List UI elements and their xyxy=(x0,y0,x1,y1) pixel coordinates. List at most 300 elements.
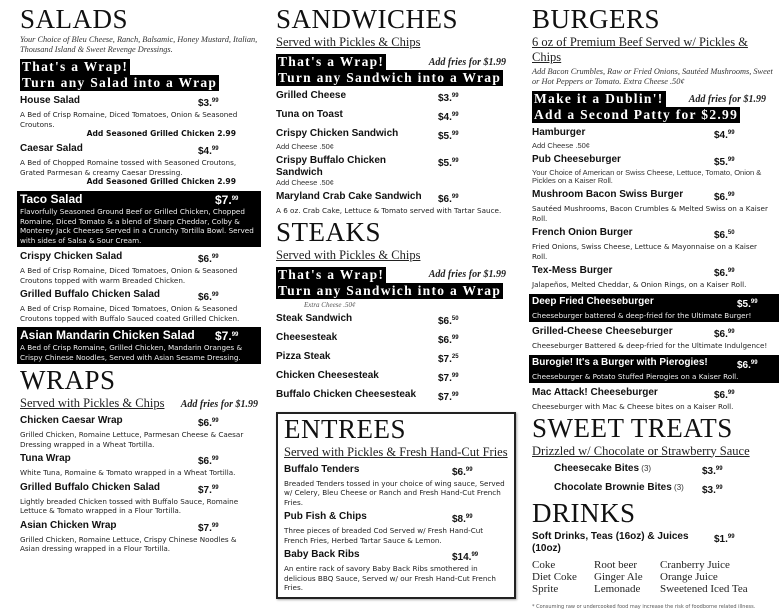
menu-column-middle xyxy=(276,6,516,602)
price-cents: 99 xyxy=(715,484,723,491)
item-name xyxy=(554,463,702,475)
item-name xyxy=(20,143,198,155)
item-name xyxy=(20,453,198,465)
price-dollars: $6. xyxy=(714,390,728,401)
section-entrees xyxy=(276,412,516,599)
menu-item xyxy=(276,109,516,124)
price-dollars: $8. xyxy=(452,514,466,525)
drink-item: Ginger Ale xyxy=(594,570,643,583)
item-option: Add Cheese .50¢ xyxy=(276,178,334,187)
subtitle-row xyxy=(276,35,516,50)
menu-item xyxy=(532,326,776,351)
menu-item xyxy=(276,351,516,366)
item-price xyxy=(198,482,219,497)
price-dollars: $5. xyxy=(714,157,728,168)
item-name-text: Mac Attack! Cheeseburger xyxy=(532,387,658,398)
price-cents: 99 xyxy=(451,131,459,137)
price-cents: 50 xyxy=(451,315,459,322)
section-title: SWEET TREATS xyxy=(532,412,733,443)
item-name-text: Buffalo Chicken Cheesesteak xyxy=(276,388,417,400)
item-description: Sautéed Mushrooms, Bacon Crumbles & Melted Swiss on a Kaiser Roll. xyxy=(532,204,768,223)
price-dollars: $7. xyxy=(438,372,452,384)
item-header xyxy=(276,155,478,179)
item-name xyxy=(20,251,198,263)
item-name xyxy=(20,289,198,301)
section-steaks xyxy=(276,216,516,404)
item-name xyxy=(276,191,438,203)
price-cents: 99 xyxy=(727,157,735,163)
promo-banner-row xyxy=(532,91,776,107)
price-dollars: $5. xyxy=(438,131,452,142)
menu-column-left xyxy=(20,6,258,557)
price-dollars: $3. xyxy=(438,93,452,104)
menu-item xyxy=(532,227,776,261)
item-name xyxy=(276,351,438,363)
item-option: Add Cheese .50¢ xyxy=(276,142,334,151)
item-header xyxy=(532,227,754,242)
promo-banner-line: Make it a Dublin'! xyxy=(534,91,664,106)
item-name-text: Deep Fried Cheeseburger xyxy=(532,295,654,307)
promo-banner-line: Add a Second Patty for $2.99 xyxy=(534,107,739,122)
price-dollars: $6. xyxy=(198,254,212,265)
promo-banner-row xyxy=(20,59,258,75)
add-fries-note: Add fries for $1.99 xyxy=(428,269,506,280)
menu-items xyxy=(20,415,258,554)
item-price xyxy=(198,251,219,266)
drink-item: Sweetened Iced Tea xyxy=(660,582,748,595)
item-name xyxy=(20,415,198,427)
menu-item xyxy=(284,549,508,593)
item-description: Jalapeños, Melted Cheddar, & Onion Rings, on a Kaiser Roll. xyxy=(532,280,747,289)
add-fries-note: Add fries for $1.99 xyxy=(428,56,506,68)
item-price xyxy=(438,389,459,404)
item-description: Cheeseburger with Mac & Cheese bites on a Kaiser Roll. xyxy=(532,402,734,411)
extra-cheese-note: Extra Cheese .50¢ xyxy=(304,300,356,309)
item-name-text: Crispy Chicken Salad xyxy=(20,251,123,262)
item-name-text: Chocolate Brownie Bites xyxy=(554,481,672,493)
item-header xyxy=(532,127,754,142)
price-cents: 25 xyxy=(451,353,459,360)
price-dollars: $6. xyxy=(737,359,751,371)
menu-item xyxy=(20,289,258,323)
item-header xyxy=(20,193,255,207)
promo-banner-line: Turn any Sandwich into a Wrap xyxy=(278,70,502,85)
price-cents: 99 xyxy=(750,359,758,366)
item-header xyxy=(532,387,754,402)
price-cents: 99 xyxy=(451,372,459,379)
section-note: Your Choice of Bleu Cheese, Ranch, Balsamic, Honey Mustard, Italian, Thousand Island & Sweet Revenge Dressings. xyxy=(20,35,258,54)
price-cents: 99 xyxy=(727,192,735,198)
menu-item xyxy=(276,332,516,347)
item-header xyxy=(276,389,478,404)
menu-column-right xyxy=(532,6,776,613)
item-price xyxy=(714,531,735,546)
item-name-text: Grilled Cheese xyxy=(276,90,347,101)
price-cents: 99 xyxy=(211,522,219,529)
item-price xyxy=(438,90,459,105)
item-description: Cheeseburger Battered & deep-fried for the Ultimate Indulgence! xyxy=(532,341,768,350)
price-dollars: $4. xyxy=(198,146,212,157)
item-header xyxy=(532,296,776,311)
menu-item xyxy=(17,327,261,364)
item-header xyxy=(276,313,478,328)
promo-banner xyxy=(276,54,516,86)
item-name-text: Pizza Steak xyxy=(276,350,331,362)
price-cents: 99 xyxy=(211,484,219,491)
price-cents: 99 xyxy=(465,514,473,520)
price-cents: 99 xyxy=(471,552,479,558)
menu-item xyxy=(17,191,261,247)
section-subtitle: 6 oz of Premium Beef Served w/ Pickles & Chips xyxy=(532,35,748,64)
item-name xyxy=(20,520,198,532)
item-name xyxy=(20,193,215,206)
item-name xyxy=(532,326,714,338)
item-name xyxy=(532,265,714,277)
price-cents: 99 xyxy=(451,391,459,398)
promo-banner-row xyxy=(276,283,516,299)
section-drinks xyxy=(532,497,776,610)
item-price xyxy=(714,127,735,142)
menu-item xyxy=(284,511,508,545)
item-header xyxy=(554,482,742,497)
item-header xyxy=(20,289,238,304)
price-cents: 99 xyxy=(211,456,219,462)
price-cents: 99 xyxy=(451,158,459,164)
item-option: Add Cheese .50¢ xyxy=(532,141,590,150)
item-header xyxy=(532,189,754,204)
item-price xyxy=(452,464,473,479)
section-title: BURGERS xyxy=(532,4,661,34)
item-option: Your Choice of American or Swiss Cheese, Lettuce, Tomato, Onion & Pickles on a Kaiser Roll. xyxy=(532,168,762,185)
item-price xyxy=(198,520,219,535)
item-addon: Add Seasoned Grilled Chicken 2.99 xyxy=(86,177,236,186)
item-name xyxy=(284,511,452,523)
price-dollars: $14. xyxy=(452,552,472,563)
item-name-text: Tuna on Toast xyxy=(276,109,343,120)
price-dollars: $5. xyxy=(737,298,751,310)
item-price xyxy=(714,387,735,402)
item-description: Fried Onions, Swiss Cheese, Lettuce & Mayonnaise on a Kaiser Roll. xyxy=(532,242,757,261)
item-name xyxy=(284,549,452,561)
item-header xyxy=(276,128,478,143)
subtitle-row xyxy=(532,444,776,459)
menu-items xyxy=(20,95,258,364)
subtitle-row xyxy=(20,396,258,411)
item-name-text: Steak Sandwich xyxy=(276,312,353,324)
price-dollars: $6. xyxy=(438,334,452,346)
item-price xyxy=(198,453,219,468)
item-header xyxy=(20,482,238,497)
menu-items xyxy=(276,313,516,404)
price-dollars: $7. xyxy=(215,193,232,207)
item-description: Flavorfully Seasoned Ground Beef or Grilled Chicken, Chopped Romaine, Diced Tomato & a blend of Sharp Cheddar, Colby & Monterey Jack Cheeses Served in a Crunchy Tortilla Bowl. Served with sides of Salsa & Sour Cream. xyxy=(20,207,254,245)
promo-banner-line: That's a Wrap! xyxy=(22,59,129,74)
promo-banner-line: Turn any Salad into a Wrap xyxy=(22,75,218,90)
item-header xyxy=(284,464,492,479)
menu-items xyxy=(532,531,776,555)
menu-item xyxy=(276,313,516,328)
price-dollars: $6. xyxy=(198,418,212,429)
item-name-text: Soft Drinks, Teas (16oz) & Juices (10oz) xyxy=(532,530,689,554)
section-title: ENTREES xyxy=(284,413,406,444)
item-price xyxy=(215,193,238,207)
item-description: Grilled Chicken, Romaine Lettuce, Crispy Chinese Noodles & Asian dressing wrapped in a Flour Tortilla. xyxy=(20,534,237,553)
menu-item xyxy=(20,95,258,139)
menu-item xyxy=(529,355,779,384)
drinks-list xyxy=(532,559,776,595)
menu-items xyxy=(276,90,516,216)
menu-item xyxy=(276,389,516,404)
section-note: Add Bacon Crumbles, Raw or Fried Onions, Sautéed Mushrooms, Sweet or Hot Peppers or Tomato. Extra Cheese .50¢ xyxy=(532,67,773,86)
item-name xyxy=(276,155,438,179)
item-header xyxy=(276,332,478,347)
item-header xyxy=(20,251,238,266)
item-name xyxy=(532,189,714,201)
price-cents: 99 xyxy=(465,466,473,473)
promo-banner-row xyxy=(20,75,258,91)
price-dollars: $6. xyxy=(198,456,212,467)
item-description: An entire rack of savory Baby Back Ribs smothered in delicious BBQ Sauce, Served w/ our Fresh Hand-Cut French Fries. xyxy=(284,564,496,592)
item-price xyxy=(198,143,219,158)
item-name xyxy=(532,227,714,239)
price-dollars: $7. xyxy=(438,391,452,403)
price-dollars: $5. xyxy=(438,158,452,169)
section-subtitle: Served with Pickles & Chips xyxy=(20,396,165,410)
section-title: DRINKS xyxy=(532,497,636,528)
item-header xyxy=(532,531,754,555)
item-price xyxy=(438,191,459,206)
item-description: Lightly breaded Chicken tossed with Buffalo Sauce, Romaine Lettuce & Tomato wrapped in a Flour Tortilla. xyxy=(20,496,239,515)
item-price xyxy=(714,227,735,242)
item-name-text: House Salad xyxy=(20,95,81,106)
item-price xyxy=(438,155,459,170)
item-count: (3) xyxy=(639,463,652,473)
price-cents: 99 xyxy=(727,329,735,335)
item-name-text: Cheesecake Bites xyxy=(554,462,640,474)
menu-items xyxy=(532,127,776,412)
section-title: STEAKS xyxy=(276,216,382,247)
price-dollars: $1. xyxy=(714,533,728,545)
promo-banner-line: Turn any Sandwich into a Wrap xyxy=(278,282,502,298)
section-title: SANDWICHES xyxy=(276,4,459,34)
price-dollars: $6. xyxy=(438,194,452,205)
drink-item: Root beer xyxy=(594,558,638,571)
menu-item xyxy=(554,482,776,497)
price-dollars: $7. xyxy=(198,522,212,534)
item-price xyxy=(438,128,459,143)
item-name xyxy=(20,329,215,342)
subtitle-row xyxy=(532,35,776,65)
menu-item xyxy=(20,251,258,285)
price-cents: 99 xyxy=(451,93,459,99)
item-price xyxy=(452,511,473,526)
price-dollars: $3. xyxy=(702,465,716,477)
price-cents: 99 xyxy=(715,465,723,472)
price-cents: 99 xyxy=(211,292,219,298)
price-cents: 99 xyxy=(451,112,459,118)
item-price xyxy=(714,265,735,280)
section-burgers xyxy=(532,6,776,412)
drink-item: Lemonade xyxy=(594,582,641,595)
add-fries-note: Add fries for $1.99 xyxy=(688,93,766,105)
item-header xyxy=(532,326,754,341)
item-price xyxy=(438,370,459,385)
item-header xyxy=(20,143,238,158)
item-header xyxy=(284,511,492,526)
item-price xyxy=(215,329,238,343)
item-name xyxy=(276,389,438,401)
price-dollars: $3. xyxy=(198,98,212,109)
section-wraps xyxy=(20,367,258,554)
item-name xyxy=(276,332,438,344)
price-dollars: $6. xyxy=(714,268,728,279)
item-price xyxy=(714,189,735,204)
price-cents: 99 xyxy=(451,334,459,341)
item-name-text: Mushroom Bacon Swiss Burger xyxy=(532,189,684,200)
item-price xyxy=(198,289,219,304)
price-cents: 99 xyxy=(211,418,219,424)
price-dollars: $6. xyxy=(714,192,728,203)
drink-item: Sprite xyxy=(532,582,559,595)
item-description: A Bed of Crisp Romaine, Diced Tomatoes, Onion & Seasoned Croutons topped with warm Breaded Chicken. xyxy=(20,266,238,285)
price-dollars: $6. xyxy=(714,230,728,241)
item-description: A Bed of Crisp Romaine, Diced Tomatoes, Onion & Seasoned Croutons topped with Buffalo Sauced coated Grilled Chicken. xyxy=(20,304,240,323)
price-cents: 99 xyxy=(211,98,219,104)
menu-item xyxy=(532,154,776,185)
add-fries-note: Add fries for $1.99 xyxy=(180,399,258,410)
item-name xyxy=(276,109,438,121)
menu-item xyxy=(20,453,258,478)
item-description: Cheeseburger battered & deep-fried for the Ultimate Burger! xyxy=(532,310,752,320)
item-header xyxy=(20,415,238,430)
price-dollars: $7. xyxy=(198,484,212,496)
item-name xyxy=(532,357,737,369)
menu-item xyxy=(20,482,258,516)
menu-item xyxy=(529,294,779,323)
menu-items xyxy=(284,464,508,593)
item-name-text: Crispy Buffalo Chicken Sandwich xyxy=(276,155,387,178)
item-name-text: Crispy Chicken Sandwich xyxy=(276,128,399,139)
menu-item xyxy=(276,155,516,187)
price-cents: 99 xyxy=(211,254,219,260)
menu-items xyxy=(532,463,776,497)
section-title: WRAPS xyxy=(20,365,116,395)
menu-item xyxy=(532,127,776,150)
item-description: A Bed of Crisp Romaine, Grilled Chicken, Mandarin Oranges & Crispy Chinese Noodles, Served with Asian Sesame Dressing. xyxy=(20,343,243,362)
section-subtitle: Served with Pickles & Chips xyxy=(276,35,421,49)
item-header xyxy=(532,154,754,169)
menu-item xyxy=(276,90,516,105)
promo-banner-row xyxy=(532,107,776,123)
item-price xyxy=(702,463,723,478)
price-dollars: $4. xyxy=(714,130,728,141)
section-subtitle: Drizzled w/ Chocolate or Strawberry Sauce xyxy=(532,443,750,458)
item-header xyxy=(276,90,478,105)
promo-banner-row xyxy=(276,267,516,283)
item-description: Cheeseburger & Potato Stuffed Pierogies on a Kaiser Roll. xyxy=(532,371,739,381)
price-cents: 99 xyxy=(727,533,735,540)
item-description: A Bed of Chopped Romaine tossed with Seasoned Croutons, Grated Parmesan & creamy Caesar Dressing. xyxy=(20,158,237,177)
drink-item: Orange Juice xyxy=(660,570,718,583)
drink-item: Diet Coke xyxy=(532,570,577,583)
price-dollars: $4. xyxy=(438,112,452,123)
menu-item xyxy=(532,387,776,412)
item-name xyxy=(20,482,198,494)
item-price xyxy=(737,357,758,372)
item-description: Breaded Tenders tossed in your choice of wing sauce, Served w/ Celery, Bleu Cheese or Ranch and Fresh Hand-Cut French Fries. xyxy=(284,478,505,507)
item-name xyxy=(284,464,452,476)
price-cents: 99 xyxy=(451,194,459,200)
item-name-text: Tuna Wrap xyxy=(20,453,71,464)
price-cents: 99 xyxy=(750,298,758,305)
item-name xyxy=(532,154,714,166)
section-sandwiches xyxy=(276,6,516,216)
section-sweet-treats xyxy=(532,412,776,497)
item-name-text: Tex-Mess Burger xyxy=(532,265,613,276)
item-price xyxy=(714,326,735,341)
price-cents: 50 xyxy=(727,230,735,236)
promo-banner xyxy=(276,267,516,299)
item-header xyxy=(20,453,238,468)
item-name-text: Grilled Buffalo Chicken Salad xyxy=(20,289,161,300)
menu-item xyxy=(532,531,776,555)
section-subtitle: Served with Pickles & Fresh Hand-Cut Fries xyxy=(284,444,508,459)
item-name-text: Cheesesteak xyxy=(276,331,338,343)
item-description: A 6 oz. Crab Cake, Lettuce & Tomato served with Tartar Sauce. xyxy=(276,206,502,215)
price-dollars: $3. xyxy=(702,484,716,496)
item-name-text: Buffalo Tenders xyxy=(284,463,360,475)
item-price xyxy=(737,296,758,311)
drink-item: Cranberry Juice xyxy=(660,558,730,571)
item-price xyxy=(714,154,735,169)
price-dollars: $7. xyxy=(215,329,232,343)
item-price xyxy=(438,313,459,328)
item-name xyxy=(554,482,702,494)
price-dollars: $6. xyxy=(714,329,728,340)
item-name-text: Maryland Crab Cake Sandwich xyxy=(276,191,422,202)
item-name-text: Pub Cheeseburger xyxy=(532,154,621,165)
promo-banner-row xyxy=(276,70,516,86)
menu-item xyxy=(20,143,258,187)
price-dollars: $6. xyxy=(198,292,212,303)
menu-item xyxy=(276,370,516,385)
price-cents: 99 xyxy=(231,332,239,338)
price-cents: 99 xyxy=(211,146,219,152)
menu-item xyxy=(284,464,508,508)
item-name-text: Chicken Cheesesteak xyxy=(276,369,379,381)
item-name-text: Pub Fish & Chips xyxy=(284,511,367,522)
item-header xyxy=(532,265,754,280)
item-name-text: Caesar Salad xyxy=(20,143,83,154)
item-price xyxy=(438,332,459,347)
item-price xyxy=(438,109,459,124)
item-header xyxy=(20,520,238,535)
item-header xyxy=(276,191,478,206)
item-name xyxy=(532,296,737,308)
item-name-text: Chicken Caesar Wrap xyxy=(20,415,123,426)
footnote: * Consuming raw or undercooked food may increase the risk of foodborne related illness. xyxy=(532,603,756,610)
item-name-text: Grilled-Cheese Cheeseburger xyxy=(532,326,673,337)
item-description: Three pieces of breaded Cod Served w/ Fresh Hand-Cut French Fries, Herbed Tartar Sauce & Lemon. xyxy=(284,526,484,545)
item-name-text: Burogie! It's a Burger with Pierogies! xyxy=(532,356,708,368)
item-header xyxy=(20,95,238,110)
section-subtitle: Served with Pickles & Chips xyxy=(276,247,421,262)
item-name xyxy=(276,370,438,382)
menu-item xyxy=(20,415,258,449)
price-dollars: $6. xyxy=(452,466,466,478)
price-cents: 99 xyxy=(727,130,735,136)
item-price xyxy=(198,95,219,110)
